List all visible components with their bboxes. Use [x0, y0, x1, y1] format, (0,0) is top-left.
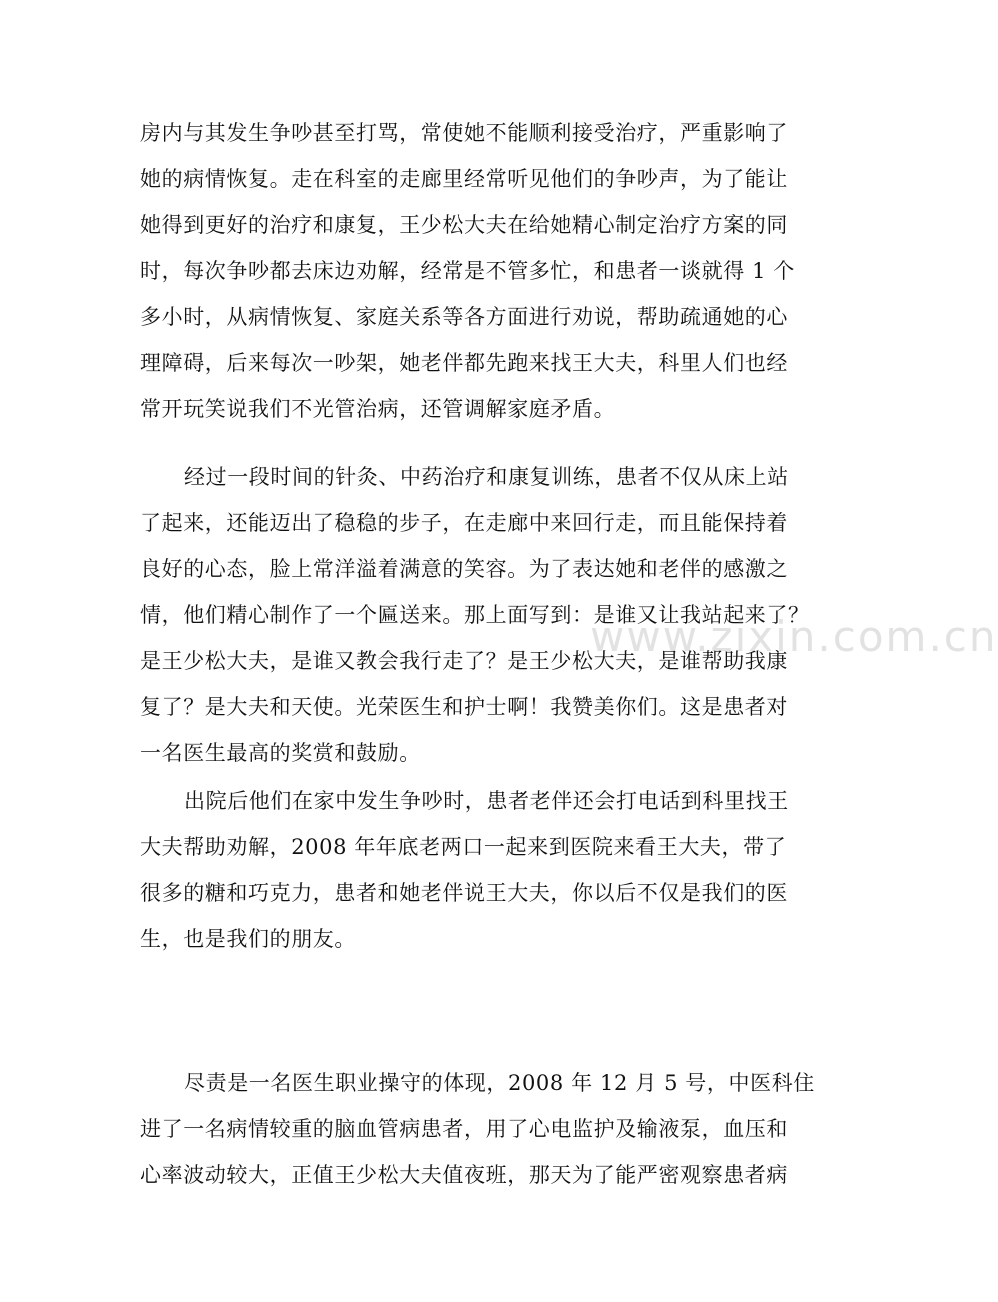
paragraph-line: 生，也是我们的朋友。	[140, 927, 356, 951]
paragraph-line: 多小时，从病情恢复、家庭关系等各方面进行劝说，帮助疏通她的心	[140, 305, 788, 329]
paragraph-line: 房内与其发生争吵甚至打骂，常使她不能顺利接受治疗，严重影响了	[140, 121, 788, 145]
paragraph-line: 复了？是大夫和天使。光荣医生和护士啊！我赞美你们。这是患者对	[140, 695, 788, 719]
paragraph-line: 理障碍，后来每次一吵架，她老伴都先跑来找王大夫，科里人们也经	[140, 351, 788, 375]
paragraph-line: 一名医生最高的奖赏和鼓励。	[140, 741, 421, 765]
paragraph-line: 是王少松大夫，是谁又教会我行走了？是王少松大夫，是谁帮助我康	[140, 649, 788, 673]
watermark: www.zixin.com.cn	[590, 612, 998, 661]
paragraph-line: 常开玩笑说我们不光管治病，还管调解家庭矛盾。	[140, 397, 616, 421]
paragraph-line: 大夫帮助劝解，2008 年年底老两口一起来到医院来看王大夫，带了	[140, 835, 787, 859]
paragraph-line: 尽责是一名医生职业操守的体现，2008 年 12 月 5 号，中医科住	[184, 1071, 815, 1095]
paragraph-line: 经过一段时间的针灸、中药治疗和康复训练，患者不仅从床上站	[184, 465, 789, 489]
paragraph-line: 很多的糖和巧克力，患者和她老伴说王大夫，你以后不仅是我们的医	[140, 881, 788, 905]
paragraph-line: 她的病情恢复。走在科室的走廊里经常听见他们的争吵声，为了能让	[140, 167, 788, 191]
paragraph-line: 时，每次争吵都去床边劝解，经常是不管多忙，和患者一谈就得 1 个	[140, 259, 795, 283]
paragraph-line: 出院后他们在家中发生争吵时，患者老伴还会打电话到科里找王	[184, 789, 789, 813]
paragraph-line: 了起来，还能迈出了稳稳的步子，在走廊中来回行走，而且能保持着	[140, 511, 788, 535]
paragraph-line: 她得到更好的治疗和康复，王少松大夫在给她精心制定治疗方案的同	[140, 213, 788, 237]
paragraph-1	[140, 110, 800, 432]
paragraph-2	[140, 454, 810, 776]
paragraph-line: 进了一名病情较重的脑血管病患者，用了心电监护及输液泵，血压和	[140, 1117, 788, 1141]
paragraph-3	[140, 778, 800, 962]
paragraph-line: 情，他们精心制作了一个匾送来。那上面写到：是谁又让我站起来了？	[140, 603, 810, 627]
paragraph-line: 心率波动较大，正值王少松大夫值夜班，那天为了能严密观察患者病	[140, 1163, 788, 1187]
paragraph-4	[140, 1060, 815, 1198]
paragraph-line: 良好的心态，脸上常洋溢着满意的笑容。为了表达她和老伴的感激之	[140, 557, 788, 581]
